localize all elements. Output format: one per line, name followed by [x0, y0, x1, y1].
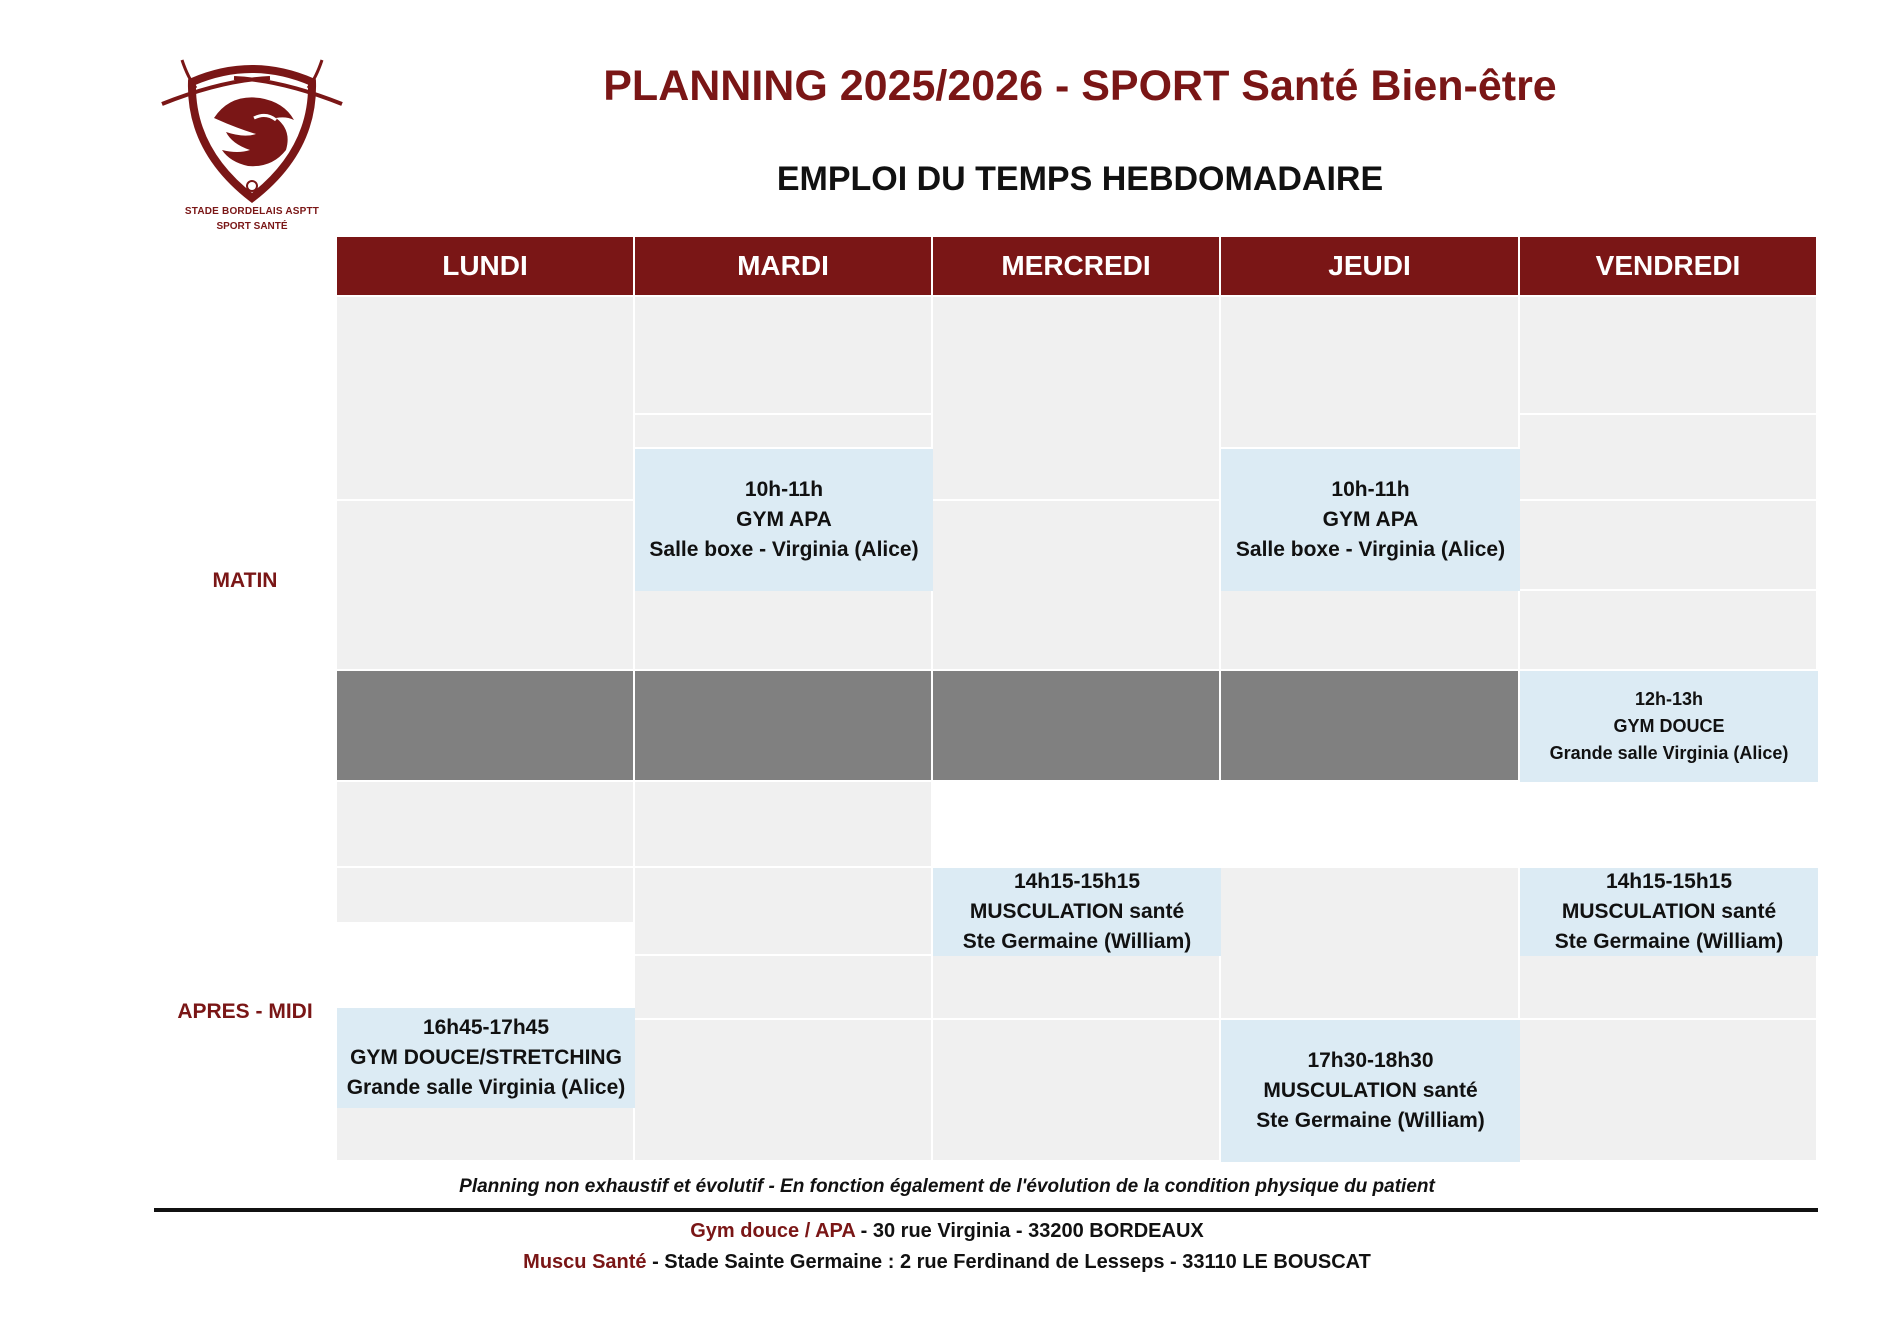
grid-cell: [1520, 501, 1818, 591]
day-header-lundi: LUNDI: [337, 237, 635, 295]
grid-cell-empty: [1520, 782, 1818, 868]
event-activity: GYM DOUCE: [1613, 716, 1725, 736]
grid-cell-empty: [933, 782, 1221, 868]
period-label-morning: MATIN: [212, 569, 278, 592]
day-header-jeudi: JEUDI: [1221, 237, 1520, 295]
grid-cell: [635, 782, 933, 868]
logo-club-name: STADE BORDELAIS ASPTT: [184, 206, 320, 217]
address-gym: [0, 1220, 1894, 1243]
day-header-vendredi: VENDREDI: [1520, 237, 1818, 295]
event-activity: MUSCULATION santé: [1561, 900, 1777, 923]
footer-divider: [154, 1208, 1818, 1212]
grid-cell: [635, 868, 933, 956]
event-place: Grande salle Virginia (Alice): [346, 1076, 626, 1099]
event-time: 10h-11h: [744, 478, 824, 501]
grid-cell: [337, 297, 635, 501]
logo-tagline: SPORT SANTÉ: [216, 221, 288, 232]
event-lundi-gym-douce-stretching[interactable]: [337, 1008, 635, 1108]
event-time: 10h-11h: [1331, 478, 1410, 501]
event-activity: GYM APA: [736, 508, 832, 531]
footer-note: Planning non exhaustif et évolutif - En fonction également de l'évolution de la condition physique du patient: [459, 1176, 1435, 1197]
lunch-break-cell: [635, 671, 933, 782]
day-header-mercredi: MERCREDI: [933, 237, 1221, 295]
lunch-break-cell: [337, 671, 635, 782]
grid-cell: [635, 1020, 933, 1162]
event-time: 12h-13h: [1634, 689, 1704, 709]
event-place: Grande salle Virginia (Alice): [1549, 743, 1789, 763]
grid-cell: [1221, 297, 1520, 449]
event-time: 16h45-17h45: [422, 1016, 550, 1039]
event-activity: GYM DOUCE/STRETCHING: [350, 1046, 622, 1069]
event-jeudi-musculation[interactable]: [1221, 1020, 1520, 1162]
grid-cell: [337, 501, 635, 671]
grid-cell: [933, 501, 1221, 671]
event-place: Ste Germaine (William): [1554, 930, 1784, 953]
event-place: Salle boxe - Virginia (Alice): [1235, 538, 1506, 561]
grid-cell-empty: [337, 924, 635, 1008]
grid-cell: [1221, 591, 1520, 671]
event-place: Ste Germaine (William): [1256, 1109, 1485, 1132]
grid-cell: [1520, 591, 1818, 671]
grid-cell: [1221, 868, 1520, 1020]
grid-cell: [635, 956, 933, 1020]
event-activity: MUSCULATION santé: [1263, 1079, 1478, 1102]
event-vendredi-gym-douce[interactable]: [1520, 671, 1818, 782]
address-muscu-text: - Stade Sainte Germaine : 2 rue Ferdinand de Lesseps - 33110 LE BOUSCAT: [646, 1251, 1371, 1273]
grid-cell: [933, 956, 1221, 1020]
grid-cell-empty: [1221, 782, 1520, 868]
lunch-break-cell: [1221, 671, 1520, 782]
grid-cell: [1520, 415, 1818, 501]
period-label-afternoon: APRES - MIDI: [177, 1000, 313, 1023]
lunch-break-cell: [933, 671, 1221, 782]
event-mercredi-musculation[interactable]: [933, 868, 1221, 956]
grid-cell: [933, 1020, 1221, 1162]
grid-cell: [1520, 1020, 1818, 1162]
grid-cell: [635, 415, 933, 449]
event-activity: MUSCULATION santé: [969, 900, 1185, 923]
event-place: Ste Germaine (William): [962, 930, 1192, 953]
address-muscu-label: Muscu Santé: [523, 1251, 647, 1273]
event-time: 14h15-15h15: [1605, 870, 1733, 893]
grid-cell: [635, 591, 933, 671]
day-header-mardi: MARDI: [635, 237, 933, 295]
event-activity: GYM APA: [1322, 508, 1419, 531]
grid-cell: [1520, 297, 1818, 415]
page-subtitle: EMPLOI DU TEMPS HEBDOMADAIRE: [776, 160, 1384, 198]
grid-cell: [635, 297, 933, 415]
grid-cell: [337, 1108, 635, 1162]
grid-cell: [337, 868, 635, 924]
event-mardi-gym-apa[interactable]: [635, 449, 933, 591]
grid-cell: [1520, 956, 1818, 1020]
address-gym-text: - 30 rue Virginia - 33200 BORDEAUX: [855, 1220, 1204, 1242]
address-gym-label: Gym douce / APA: [690, 1220, 856, 1242]
event-vendredi-musculation[interactable]: [1520, 868, 1818, 956]
event-jeudi-gym-apa[interactable]: [1221, 449, 1520, 591]
address-muscu: [0, 1251, 1894, 1274]
grid-cell: [933, 297, 1221, 501]
event-place: Salle boxe - Virginia (Alice): [649, 538, 919, 561]
grid-cell: [337, 782, 635, 868]
page-title: PLANNING 2025/2026 - SPORT Santé Bien-être: [603, 62, 1557, 110]
event-time: 17h30-18h30: [1307, 1049, 1434, 1072]
event-time: 14h15-15h15: [1013, 870, 1141, 893]
